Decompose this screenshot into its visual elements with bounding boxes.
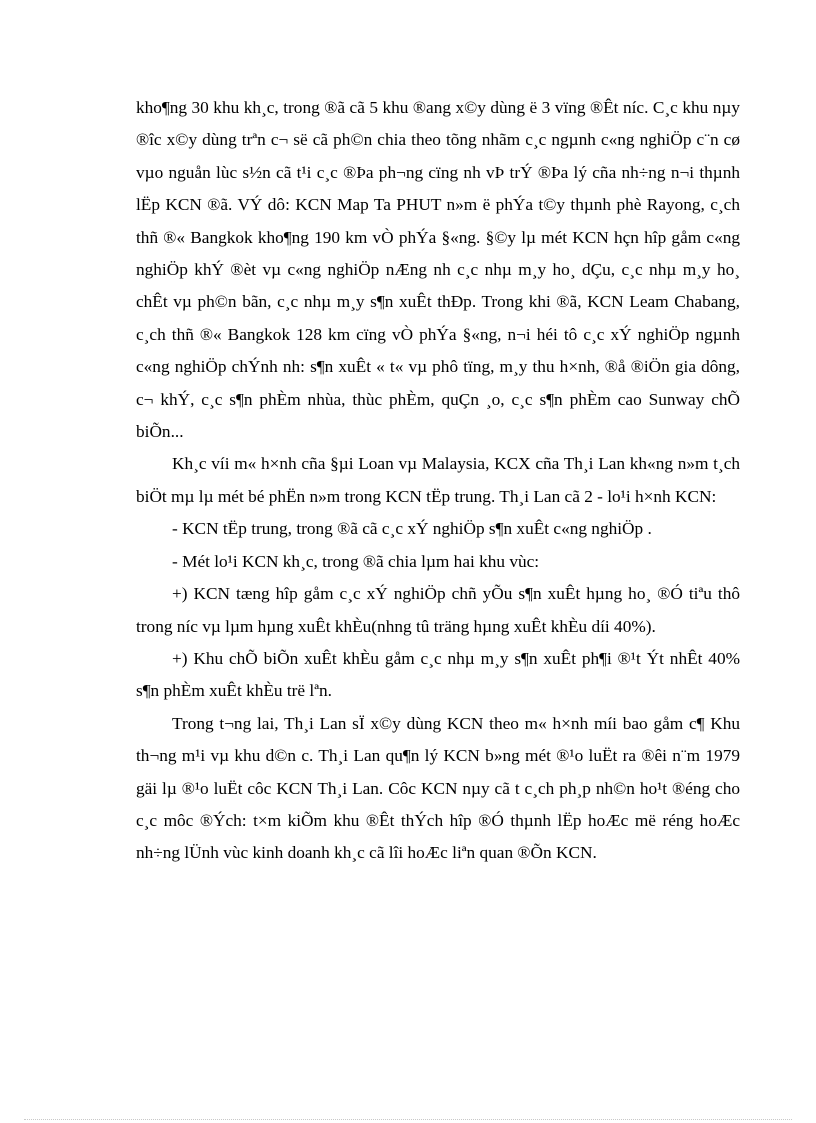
paragraph: kho¶ng 30 khu kh¸c, trong ®ã cã 5 khu ®ang x©y dùng ë 3 vïng ®Êt níc. C¸c khu nµy ®îc x©y dùng trªn c¬ së cã ph©n chia theo tõng nhãm c¸c ngµnh c«ng nghiÖp c¨n cø vµo nguån lùc s½n cã t¹i c¸c ®Þa ph¬ng cïng nh vÞ trÝ ®Þa lý cña nh÷ng n¬i thµnh lËp KCN ®ã. VÝ dô: KCN Map Ta PHUT n»m ë phÝa t©y thµnh phè Rayong, c¸ch thñ ®« Bangkok kho¶ng 190 km vÒ phÝa §«ng. §©y lµ mét KCN hçn hîp gåm c«ng nghiÖp khÝ ®èt vµ c«ng nghiÖp nÆng nh c¸c nhµ m¸y ho¸ dÇu, c¸c nhµ m¸y ho¸ chÊt vµ ph©n bãn, c¸c nhµ m¸y s¶n xuÊt thÐp. Trong khi ®ã, KCN Leam Chabang, c¸ch thñ ®« Bangkok 128 km cïng vÒ phÝa §«ng, n¬i héi tô c¸c xÝ nghiÖp ngµnh c«ng nghiÖp chÝnh nh: s¶n xuÊt « t« vµ phô tïng, m¸y thu h×nh, ®å ®iÖn gia dông, c¬ khÝ, c¸c s¶n phÈm nhùa, thùc phÈm, quÇn ¸o, c¸c s¶n phÈm cao Sunway chÕ biÕn... bbox=[136, 98, 740, 442]
page-bottom-divider bbox=[24, 1119, 792, 1120]
paragraph: Kh¸c víi m« h×nh cña §µi Loan vµ Malaysia, KCX cña Th¸i Lan kh«ng n»m t¸ch biÖt mµ lµ mét bé phËn n»m trong KCN tËp trung. Th¸i Lan cã 2 - lo¹i h×nh KCN: bbox=[136, 454, 740, 506]
list-item: +) KCN tæng hîp gåm c¸c xÝ nghiÖp chñ yÕu s¶n xuÊt hµng ho¸ ®Ó tiªu thô trong níc vµ lµm hµng xuÊt khÈu(nhng tû träng hµng xuÊt khÈu díi 40%). bbox=[136, 584, 740, 636]
list-item: - Mét lo¹i KCN kh¸c, trong ®ã chia lµm hai khu vùc: bbox=[172, 551, 540, 571]
list-item: - KCN tËp trung, trong ®ã cã c¸c xÝ nghiÖp s¶n xuÊt c«ng nghiÖp . bbox=[172, 519, 652, 539]
paragraph: Trong t¬ng lai, Th¸i Lan sÏ x©y dùng KCN theo m« h×nh míi bao gåm c¶ Khu th¬ng m¹i vµ khu d©n c. Th¸i Lan qu¶n lý KCN b»ng mét ®¹o luËt ra ®êi n¨m 1979 gäi lµ ®¹o luËt côc KCN Th¸i Lan. Côc KCN nµy cã t c¸ch ph¸p nh©n ho¹t ®éng cho c¸c môc ®Ých: t×m kiÕm khu ®Êt thÝch hîp ®Ó thµnh lËp hoÆc më réng hoÆc nh÷ng lÜnh vùc kinh doanh kh¸c cã lîi hoÆc liªn quan ®Õn KCN. bbox=[136, 713, 740, 863]
document-body bbox=[136, 92, 740, 870]
list-item: +) Khu chÕ biÕn xuÊt khÈu gåm c¸c nhµ m¸y s¶n xuÊt ph¶i ®¹t Ýt nhÊt 40% s¶n phÈm xuÊt khÈu trë lªn. bbox=[136, 648, 740, 701]
